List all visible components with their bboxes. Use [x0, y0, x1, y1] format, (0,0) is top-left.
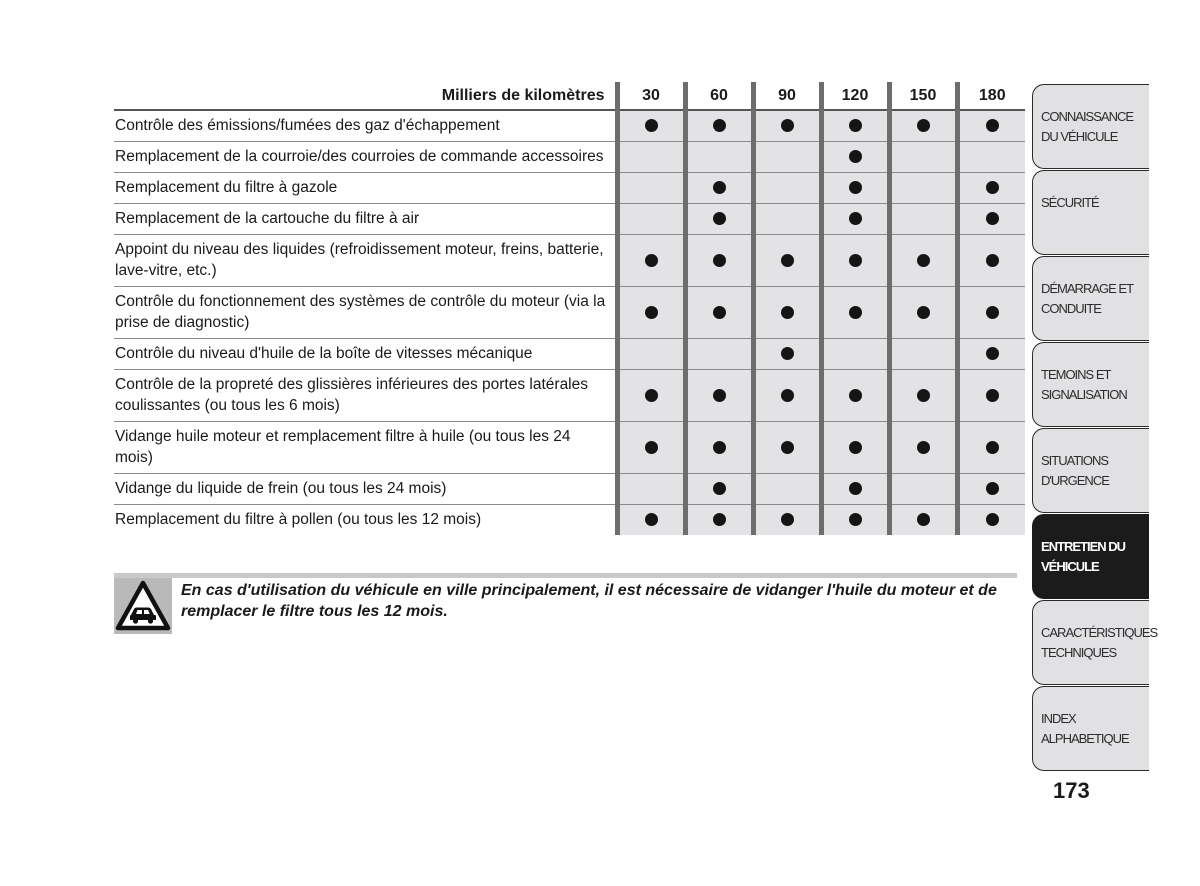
scheduled-dot-icon — [645, 441, 658, 454]
maintenance-item-label: Contrôle du fonctionnement des systèmes de contrôle du moteur (via la prise de diagnostic) — [114, 287, 617, 339]
table-row — [114, 142, 1025, 173]
scheduled-dot-icon — [849, 389, 862, 402]
warning-note-text: En cas d'utilisation du véhicule en ville principalement, il est nécessaire de vidanger l'huile du moteur et de remplacer le filtre tous les 12 mois. — [181, 582, 997, 620]
scheduled-dot-icon — [849, 212, 862, 225]
schedule-cell — [957, 339, 1025, 370]
chapter-tab[interactable]: ENTRETIEN DU VÉHICULE — [1032, 514, 1149, 599]
schedule-cell — [821, 505, 889, 536]
schedule-cell — [617, 339, 685, 370]
chapter-tab[interactable]: CARACTÉRISTIQUES TECHNIQUES — [1032, 600, 1149, 685]
scheduled-dot-icon — [849, 119, 862, 132]
scheduled-dot-icon — [849, 441, 862, 454]
maintenance-item-label: Remplacement de la courroie/des courroies de commande accessoires — [114, 142, 617, 173]
scheduled-dot-icon — [781, 254, 794, 267]
schedule-cell — [889, 204, 957, 235]
scheduled-dot-icon — [986, 254, 999, 267]
schedule-cell — [617, 235, 685, 287]
schedule-cell — [821, 287, 889, 339]
chapter-tab[interactable]: SÉCURITÉ — [1032, 170, 1149, 255]
schedule-cell — [617, 505, 685, 536]
km-column-header: 120 — [821, 82, 889, 110]
maintenance-item-label: Remplacement du filtre à gazole — [114, 173, 617, 204]
table-row — [114, 110, 1025, 142]
chapter-tab[interactable]: SITUATIONS D'URGENCE — [1032, 428, 1149, 513]
scheduled-dot-icon — [781, 306, 794, 319]
scheduled-dot-icon — [713, 119, 726, 132]
table-row — [114, 422, 1025, 474]
schedule-cell — [753, 204, 821, 235]
maintenance-item-label: Appoint du niveau des liquides (refroidissement moteur, freins, batterie, lave-vitre, etc.) — [114, 235, 617, 287]
scheduled-dot-icon — [645, 389, 658, 402]
scheduled-dot-icon — [781, 119, 794, 132]
km-column-header: 180 — [957, 82, 1025, 110]
schedule-cell — [957, 110, 1025, 142]
table-row — [114, 204, 1025, 235]
scheduled-dot-icon — [849, 513, 862, 526]
scheduled-dot-icon — [713, 254, 726, 267]
schedule-cell — [617, 422, 685, 474]
scheduled-dot-icon — [645, 513, 658, 526]
schedule-cell — [685, 142, 753, 173]
schedule-cell — [617, 173, 685, 204]
scheduled-dot-icon — [849, 181, 862, 194]
scheduled-dot-icon — [781, 513, 794, 526]
chapter-tab[interactable]: INDEX ALPHABETIQUE — [1032, 686, 1149, 771]
table-header-row — [114, 82, 1025, 110]
scheduled-dot-icon — [986, 482, 999, 495]
scheduled-dot-icon — [645, 119, 658, 132]
schedule-cell — [617, 474, 685, 505]
schedule-cell — [753, 110, 821, 142]
schedule-cell — [957, 287, 1025, 339]
table-row — [114, 287, 1025, 339]
maintenance-item-label: Remplacement de la cartouche du filtre à air — [114, 204, 617, 235]
schedule-cell — [753, 422, 821, 474]
table-row — [114, 505, 1025, 536]
header-label: Milliers de kilomètres — [114, 82, 617, 110]
schedule-cell — [889, 339, 957, 370]
scheduled-dot-icon — [986, 306, 999, 319]
schedule-cell — [821, 204, 889, 235]
schedule-cell — [821, 142, 889, 173]
schedule-cell — [821, 474, 889, 505]
maintenance-item-label: Remplacement du filtre à pollen (ou tous les 12 mois) — [115, 511, 482, 528]
scheduled-dot-icon — [713, 212, 726, 225]
km-column-header: 90 — [753, 82, 821, 110]
schedule-cell — [957, 422, 1025, 474]
schedule-cell — [957, 173, 1025, 204]
schedule-cell — [957, 474, 1025, 505]
schedule-cell — [957, 505, 1025, 536]
schedule-cell — [685, 339, 753, 370]
schedule-cell — [753, 339, 821, 370]
scheduled-dot-icon — [986, 347, 999, 360]
schedule-cell — [889, 235, 957, 287]
table-body — [114, 110, 1025, 535]
scheduled-dot-icon — [849, 306, 862, 319]
maintenance-schedule — [114, 82, 1017, 535]
maintenance-item-label: Contrôle des émissions/fumées des gaz d'échappement — [114, 110, 617, 142]
scheduled-dot-icon — [986, 441, 999, 454]
table-row — [114, 370, 1025, 422]
schedule-cell — [685, 422, 753, 474]
schedule-cell — [957, 142, 1025, 173]
schedule-cell — [685, 505, 753, 536]
schedule-cell — [821, 339, 889, 370]
scheduled-dot-icon — [986, 513, 999, 526]
schedule-cell — [821, 370, 889, 422]
scheduled-dot-icon — [645, 254, 658, 267]
schedule-cell — [889, 370, 957, 422]
maintenance-item-label: Contrôle du niveau d'huile de la boîte de vitesses mécanique — [114, 339, 617, 370]
scheduled-dot-icon — [849, 150, 862, 163]
schedule-cell — [617, 142, 685, 173]
schedule-cell — [685, 474, 753, 505]
schedule-cell — [889, 110, 957, 142]
scheduled-dot-icon — [917, 513, 930, 526]
schedule-cell — [889, 287, 957, 339]
scheduled-dot-icon — [781, 347, 794, 360]
schedule-cell — [685, 204, 753, 235]
scheduled-dot-icon — [917, 389, 930, 402]
km-column-header: 150 — [889, 82, 957, 110]
scheduled-dot-icon — [917, 306, 930, 319]
schedule-cell — [821, 173, 889, 204]
chapter-tab[interactable]: TEMOINS ET SIGNALISATION — [1032, 342, 1149, 427]
scheduled-dot-icon — [917, 254, 930, 267]
scheduled-dot-icon — [713, 306, 726, 319]
scheduled-dot-icon — [781, 389, 794, 402]
scheduled-dot-icon — [986, 389, 999, 402]
schedule-cell — [685, 173, 753, 204]
schedule-cell — [753, 235, 821, 287]
schedule-cell — [617, 370, 685, 422]
warning-triangle-car-icon — [114, 578, 172, 634]
schedule-cell — [957, 204, 1025, 235]
schedule-cell — [753, 142, 821, 173]
note-divider — [114, 573, 1017, 578]
maintenance-item-label: Vidange huile moteur et remplacement filtre à huile (ou tous les 24 mois) — [114, 422, 617, 474]
scheduled-dot-icon — [713, 441, 726, 454]
schedule-cell — [685, 110, 753, 142]
table-row — [114, 339, 1025, 370]
scheduled-dot-icon — [645, 306, 658, 319]
page-number: 173 — [1053, 778, 1090, 803]
schedule-cell — [889, 474, 957, 505]
schedule-cell — [753, 173, 821, 204]
scheduled-dot-icon — [849, 254, 862, 267]
schedule-cell — [889, 422, 957, 474]
schedule-cell — [617, 110, 685, 142]
schedule-cell — [753, 474, 821, 505]
scheduled-dot-icon — [917, 119, 930, 132]
scheduled-dot-icon — [713, 181, 726, 194]
maintenance-item-label: Vidange du liquide de frein (ou tous les 24 mois) — [114, 474, 617, 505]
table-row — [114, 474, 1025, 505]
schedule-cell — [685, 287, 753, 339]
schedule-cell — [889, 142, 957, 173]
scheduled-dot-icon — [713, 482, 726, 495]
km-column-header: 60 — [685, 82, 753, 110]
scheduled-dot-icon — [781, 441, 794, 454]
schedule-cell — [957, 235, 1025, 287]
schedule-cell — [753, 287, 821, 339]
schedule-cell — [821, 235, 889, 287]
scheduled-dot-icon — [713, 513, 726, 526]
maintenance-table — [114, 82, 1025, 535]
schedule-cell — [617, 204, 685, 235]
schedule-cell — [753, 370, 821, 422]
schedule-cell — [889, 173, 957, 204]
scheduled-dot-icon — [986, 212, 999, 225]
schedule-cell — [753, 505, 821, 536]
schedule-cell — [821, 110, 889, 142]
maintenance-item-label: Contrôle de la propreté des glissières inférieures des portes latérales coulissantes (ou tous les 6 mois) — [114, 370, 617, 422]
chapter-tabs — [1032, 84, 1158, 772]
scheduled-dot-icon — [849, 482, 862, 495]
scheduled-dot-icon — [713, 389, 726, 402]
scheduled-dot-icon — [986, 181, 999, 194]
schedule-cell — [889, 505, 957, 536]
scheduled-dot-icon — [986, 119, 999, 132]
schedule-cell — [685, 370, 753, 422]
km-column-header: 30 — [617, 82, 685, 110]
chapter-tab[interactable]: DÉMARRAGE ET CONDUITE — [1032, 256, 1149, 341]
scheduled-dot-icon — [917, 441, 930, 454]
schedule-cell — [821, 422, 889, 474]
schedule-cell — [957, 370, 1025, 422]
schedule-cell — [617, 287, 685, 339]
schedule-cell — [685, 235, 753, 287]
chapter-tab[interactable]: CONNAISSANCE DU VÉHICULE — [1032, 84, 1149, 169]
table-row — [114, 235, 1025, 287]
table-row — [114, 173, 1025, 204]
